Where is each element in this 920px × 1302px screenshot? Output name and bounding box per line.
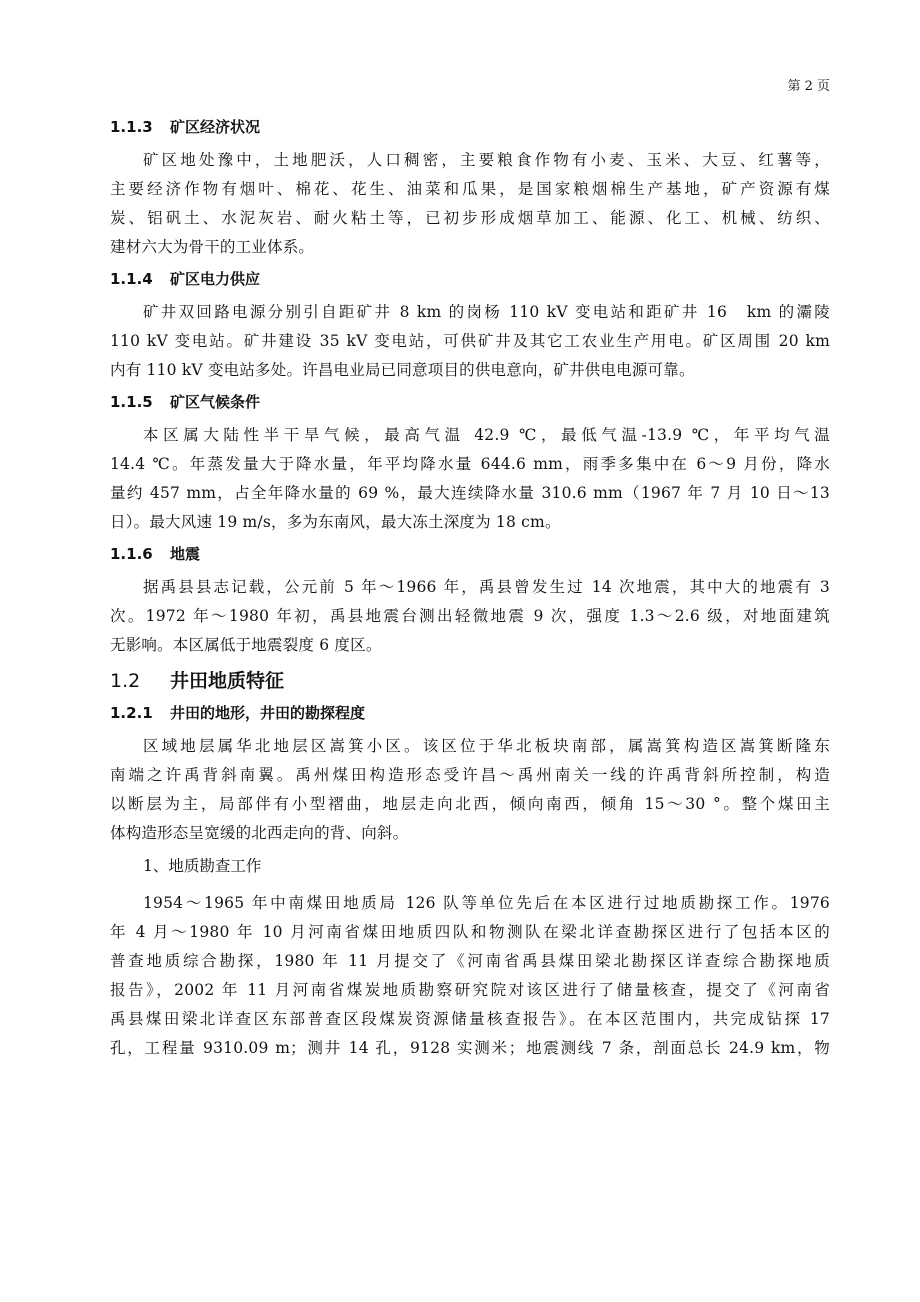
- section-heading-earthquake: [110, 543, 830, 565]
- paragraph-economy: [110, 146, 830, 262]
- text-line: 日）。最大风速 19 m/s，多为东南风，最大冻土深度为 18 cm。: [110, 513, 561, 531]
- chapter-number: 1.2: [110, 670, 141, 692]
- text-line: 次。1972 年～1980 年初，禹县地震台测出轻微地震 9 次，强度 1.3～2.6 级，对地面建筑: [110, 607, 830, 625]
- section-number: 1.1.6: [110, 545, 153, 563]
- chapter-heading-geology: [110, 668, 830, 694]
- section-heading-economy: [110, 116, 830, 138]
- paragraph-earthquake: [110, 573, 830, 660]
- section-heading-climate: [110, 391, 830, 413]
- section-title: 矿区电力供应: [170, 270, 261, 288]
- chapter-title: 井田地质特征: [170, 670, 285, 692]
- text-line: 据禹县县志记载，公元前 5 年～1966 年，禹县曾发生过 14 次地震，其中大的地震有 3: [143, 578, 830, 596]
- text-line: 年 4 月～1980 年 10 月河南省煤田地质四队和物测队在梁北详查勘探区进行了包括本区的: [110, 923, 830, 941]
- text-line: 主要经济作物有烟叶、棉花、花生、油菜和瓜果，是国家粮烟棉生产基地，矿产资源有煤: [110, 180, 830, 198]
- section-title: 地震: [170, 545, 201, 563]
- paragraph-climate: [110, 421, 830, 537]
- section-number: 1.1.3: [110, 118, 153, 136]
- text-line: 南端之许禹背斜南翼。禹州煤田构造形态受许昌～禹州南关一线的许禹背斜所控制，构造: [110, 766, 830, 784]
- text-line: 炭、铝矾土、水泥灰岩、耐火粘土等，已初步形成烟草加工、能源、化工、机械、纺织、: [110, 209, 830, 227]
- section-heading-terrain: [110, 702, 830, 724]
- text-line: 孔，工程量 9310.09 m；测井 14 孔，9128 实测米；地震测线 7 条，剖面总长 24.9 km，物: [110, 1039, 830, 1057]
- paragraph-power: [110, 298, 830, 385]
- paragraph-terrain: [110, 732, 830, 848]
- text-line: 无影响。本区属低于地震裂度 6 度区。: [110, 636, 382, 654]
- text-line: 14.4 ℃。年蒸发量大于降水量，年平均降水量 644.6 mm，雨季多集中在 6～9 月份，降水: [110, 455, 830, 473]
- document-body: [110, 110, 830, 1067]
- text-line: 1954～1965 年中南煤田地质局 126 队等单位先后在本区进行过地质勘探工作。1976: [143, 894, 830, 912]
- text-line: 建材六大为骨干的工业体系。: [110, 238, 315, 256]
- section-title: 矿区气候条件: [170, 393, 261, 411]
- text-line: 内有 110 kV 变电站多处。许昌电业局已同意项目的供电意向，矿井供电电源可靠。: [110, 361, 695, 379]
- subheading-survey-work: 1、地质勘查工作: [143, 857, 262, 875]
- text-line: 以断层为主，局部伴有小型褶曲，地层走向北西，倾向南西，倾角 15～30 °。整个煤田主: [110, 795, 830, 813]
- text-line: 本区属大陆性半干旱气候，最高气温 42.9 ℃，最低气温-13.9 ℃，年平均气温: [143, 426, 830, 444]
- text-line: 报告》，2002 年 11 月河南省煤炭地质勘察研究院对该区进行了储量核查，提交了《河南省: [110, 981, 830, 999]
- text-line: 矿井双回路电源分别引自距矿井 8 km 的岗杨 110 kV 变电站和距矿井 16 km 的灞陵: [143, 303, 830, 321]
- paragraph-survey: [110, 889, 830, 1063]
- text-line: 区域地层属华北地层区嵩箕小区。该区位于华北板块南部，属嵩箕构造区嵩箕断隆东: [143, 737, 830, 755]
- section-number: 1.1.4: [110, 270, 153, 288]
- text-line: 禹县煤田梁北详查区东部普查区段煤炭资源储量核查报告》。在本区范围内，共完成钻探 17: [110, 1010, 830, 1028]
- text-line: 体构造形态呈宽缓的北西走向的背、向斜。: [110, 824, 409, 842]
- text-line: 110 kV 变电站。矿井建设 35 kV 变电站，可供矿井及其它工农业生产用电。矿区周围 20 km: [110, 332, 830, 350]
- text-line: 普查地质综合勘探，1980 年 11 月提交了《河南省禹县煤田梁北勘探区详查综合勘探地质: [110, 952, 830, 970]
- section-title: 矿区经济状况: [170, 118, 261, 136]
- page-number: 第 2 页: [787, 79, 830, 94]
- text-line: 量约 457 mm，占全年降水量的 69 %，最大连续降水量 310.6 mm（1967 年 7 月 10 日～13: [110, 484, 830, 502]
- section-heading-power: [110, 268, 830, 290]
- section-number: 1.1.5: [110, 393, 153, 411]
- text-line: 矿区地处豫中，土地肥沃，人口稠密，主要粮食作物有小麦、玉米、大豆、红薯等，: [143, 151, 830, 169]
- section-title: 井田的地形，井田的勘探程度: [170, 704, 366, 722]
- section-number: 1.2.1: [110, 704, 153, 722]
